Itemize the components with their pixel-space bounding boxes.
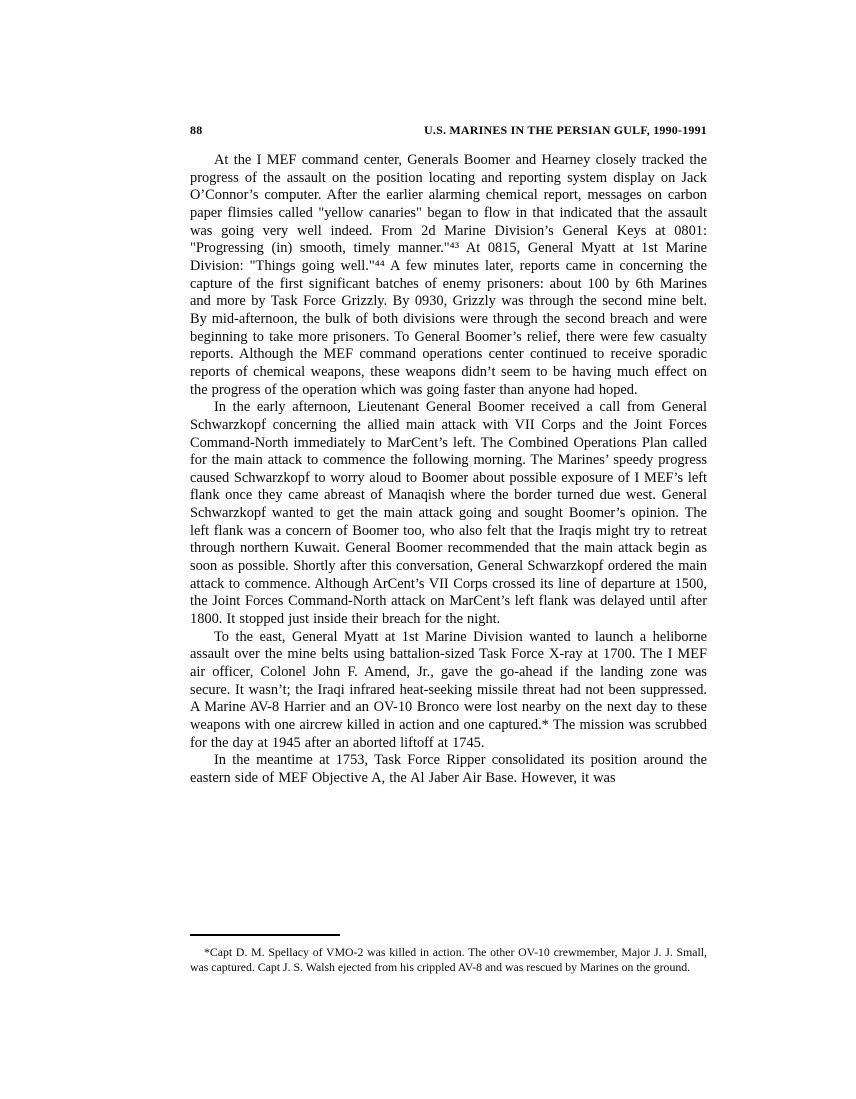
footnote-text: *Capt D. M. Spellacy of VMO-2 was killed in action. The other OV-10 crewmember, Major J. J. Small, was captured. Capt J. S. Walsh ejected from his crippled AV-8 and was rescued by Marines on the ground. [190, 945, 707, 975]
running-title: U.S. MARINES IN THE PERSIAN GULF, 1990-1991 [424, 123, 707, 137]
page-number: 88 [190, 123, 203, 137]
paragraph-4: In the meantime at 1753, Task Force Ripper consolidated its position around the eastern side of MEF Objective A, the Al Jaber Air Base. However, it was [190, 752, 707, 786]
paragraph-2: In the early afternoon, Lieutenant General Boomer received a call from General Schwarzkopf concerning the allied main attack with VII Corps and the Joint Forces Command-North immediately to MarCent’s left. The Combined Operations Plan called for the main attack to commence the following morning. The Marines’ speedy progress caused Schwarzkopf to worry aloud to Boomer about possible exposure of I MEF’s left flank once they came abreast of Manaqish where the border turned due west. General Schwarzkopf wanted to get the main attack going and sought Boomer’s opinion. The left flank was a concern of Boomer too, who also felt that the Iraqis might try to retreat through northern Kuwait. General Boomer recommended that the main attack begin as soon as possible. Shortly after this conversation, General Schwarzkopf ordered the main attack to commence. Although ArCent’s VII Corps crossed its line of departure at 1500, the Joint Forces Command-North attack on MarCent’s left flank was delayed until after 1800. It stopped just inside their breach for the night. [190, 399, 707, 628]
body-text [190, 152, 707, 788]
paragraph-1: At the I MEF command center, Generals Boomer and Hearney closely tracked the progress of the assault on the position locating and reporting system display on Jack O’Connor’s computer. After the earlier alarming chemical report, messages on carbon paper flimsies called "yellow canaries" began to flow in that indicated that the assault was going very well indeed. From 2d Marine Division’s General Keys at 0801: "Progressing (in) smooth, timely manner."⁴³ At 0815, General Myatt at 1st Marine Division: "Things going well."⁴⁴ A few minutes later, reports came in concerning the capture of the first significant batches of enemy prisoners: about 100 by 6th Marines and more by Task Force Grizzly. By 0930, Grizzly was through the second mine belt. By mid-afternoon, the bulk of both divisions were through the second breach and were beginning to take more prisoners. To General Boomer’s relief, there were few casualty reports. Although the MEF command operations center continued to receive sporadic reports of chemical weapons, these weapons didn’t seem to be having much effect on the progress of the operation which was going faster than anyone had hoped. [190, 152, 707, 398]
footnote-section [190, 934, 707, 976]
paragraph-3: To the east, General Myatt at 1st Marine Division wanted to launch a heliborne assault over the mine belts using battalion-sized Task Force X-ray at 1700. The I MEF air officer, Colonel John F. Amend, Jr., gave the go-ahead if the landing zone was secure. It wasn’t; the Iraqi infrared heat-seeking missile threat had not been suppressed. A Marine AV-8 Harrier and an OV-10 Bronco were lost nearby on the next day to these weapons with one aircrew killed in action and one captured.* The mission was scrubbed for the day at 1945 after an aborted liftoff at 1745. [190, 628, 707, 751]
page-header [190, 123, 707, 138]
footnote-divider [190, 934, 340, 936]
